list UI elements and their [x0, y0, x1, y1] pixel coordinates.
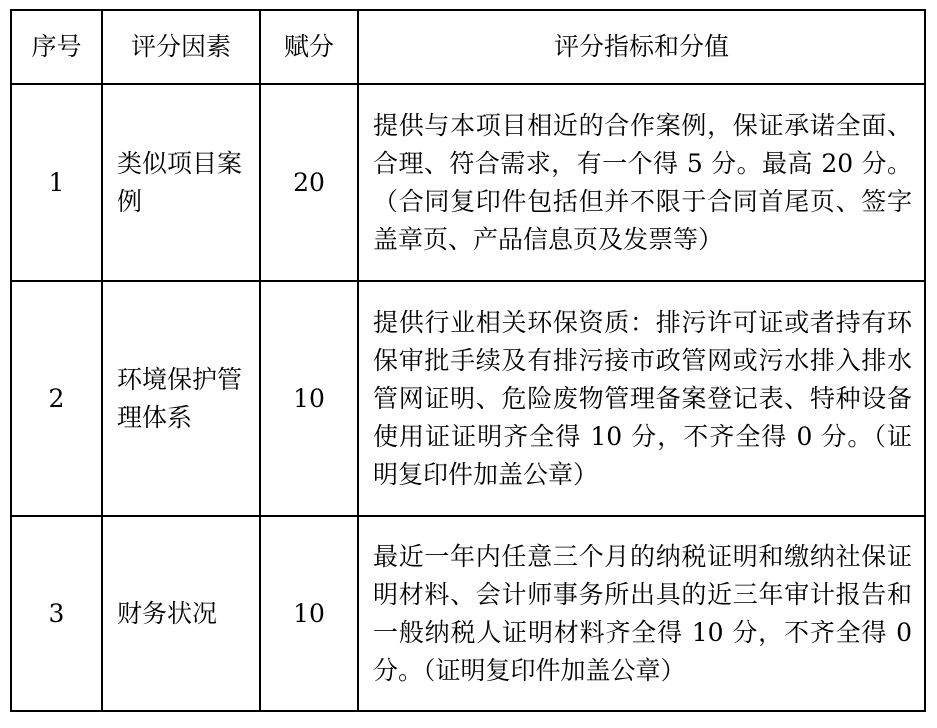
row-index: 2	[11, 281, 102, 516]
table-row	[11, 516, 925, 711]
row-factor: 类似项目案例	[102, 84, 260, 281]
row-factor: 财务状况	[102, 516, 260, 711]
row-index: 3	[11, 516, 102, 711]
header-index: 序号	[11, 10, 102, 84]
row-index: 1	[11, 84, 102, 281]
scoring-table	[10, 9, 926, 712]
row-points: 10	[260, 281, 358, 516]
row-criteria: 提供与本项目相近的合作案例，保证承诺全面、合理、符合需求，有一个得 5 分。最高 20 分。（合同复印件包括但并不限于合同首尾页、签字盖章页、产品信息页及发票等）	[358, 84, 925, 281]
header-criteria: 评分指标和分值	[358, 10, 925, 84]
table-row	[11, 281, 925, 516]
row-criteria: 提供行业相关环保资质：排污许可证或者持有环保审批手续及有排污接市政管网或污水排入排水管网证明、危险废物管理备案登记表、特种设备使用证证明齐全得 10 分，不齐全得 0 分。（证明复印件加盖公章）	[358, 281, 925, 516]
table-header-row	[11, 10, 925, 84]
row-points: 10	[260, 516, 358, 711]
row-points: 20	[260, 84, 358, 281]
row-factor: 环境保护管理体系	[102, 281, 260, 516]
row-criteria: 最近一年内任意三个月的纳税证明和缴纳社保证明材料、会计师事务所出具的近三年审计报告和一般纳税人证明材料齐全得 10 分，不齐全得 0 分。（证明复印件加盖公章）	[358, 516, 925, 711]
header-points: 赋分	[260, 10, 358, 84]
header-factor: 评分因素	[102, 10, 260, 84]
table-row	[11, 84, 925, 281]
